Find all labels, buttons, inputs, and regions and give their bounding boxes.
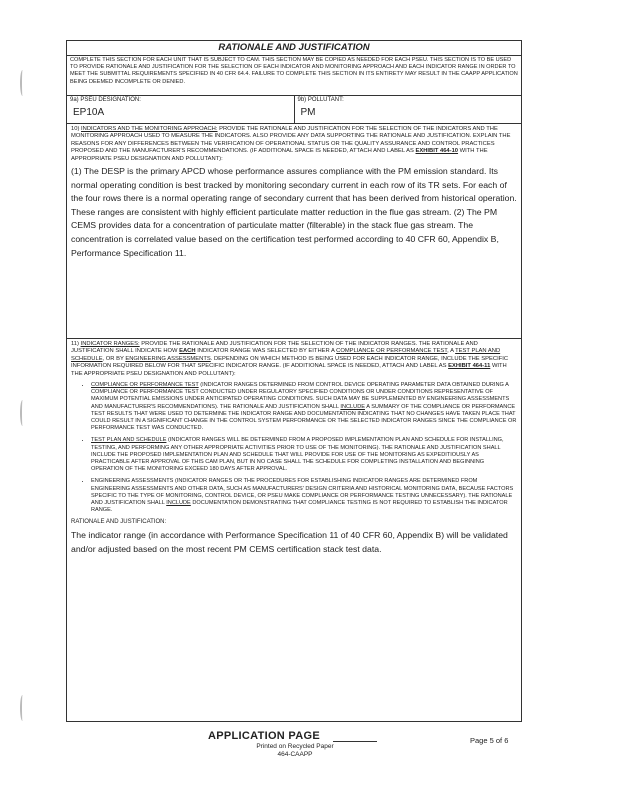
page-footer [0, 726, 618, 786]
item-number: 11) [71, 341, 79, 347]
bullet-text: (INDICATOR RANGES DETERMINED FROM CONTROL DEVICE OPERATING PARAMETER DATA OBTAINED DURING A COMPLIANCE OR PERFORMANCE TEST CONDUCTED UNDER REGULATORY SPECIFIED CONDITIONS OR UNDER CONDITIONS REPRESENTATIVE OF MAXIMUM POTENTIAL EMISSIONS UNDER ANTICIPATED OPERATING CONDITIONS. SUCH DATA MAY BE SUPPLEMENTED BY ENGINEERING ASSESSMENTS AND MANUFACTURER'S RECOMMENDATIONS). THE RATIONALE AND JUSTIFICATION SHALL [91, 382, 510, 410]
list-item [91, 437, 517, 473]
recycled-note: Printed on Recycled Paper [256, 743, 334, 750]
ranges-text: INDICATOR RANGE WAS SELECTED BY EITHER A [197, 348, 335, 355]
method-list [71, 382, 517, 514]
indicators-instruction-text: PROVIDE THE RATIONALE AND JUSTIFICATION FOR THE SELECTION OF THE INDICATORS AND THE MONITORING APPROACH USED TO MEASURE THE INDICATORS. ALSO PROVIDE ANY DATA SUPPORTING THE RATIONALE AND JUSTIFICATION. EXPLAIN THE REASONS FOR ANY DIFFERENCES BETWEEN THE VERIFICATION OF OPERATIONAL STATUS OR THE QUALITY ASSURANCE AND CONTROL PRACTICES PROPOSED AND THE MANUFACTURER'S RECOMMENDATIONS. (IF ADDITIONAL SPACE IS NEEDED, ATTACH AND LABEL AS [71, 126, 511, 155]
page-number: Page 5 of 6 [470, 736, 509, 745]
pseu-designation-cell [67, 96, 294, 123]
section-instructions: COMPLETE THIS SECTION FOR EACH UNIT THAT IS SUBJECT TO CAM. THIS SECTION MAY BE COPIED AS NEEDED FOR EACH PSEU. THIS SECTION IS TO BE USED TO PROVIDE RATIONALE AND JUSTIFICATION FOR THE SELECTION OF EACH INDICATOR AND MONITORING APPROACH AND EACH INDICATOR RANGE IN ORDER TO MEET THE SUBMITTAL REQUIREMENTS SPECIFIED IN 40 CFR 64.4. FAILURE TO COMPLETE THIS SECTION IN ITS ENTIRETY MAY RESULT IN THE CAAPP APPLICATION BEING DEEMED INCOMPLETE OR DENIED. [67, 56, 521, 96]
ranges-instructions [71, 341, 517, 378]
bullet-text: (INDICATOR RANGES WILL BE DETERMINED FROM A PROPOSED IMPLEMENTATION PLAN AND SCHEDULE FOR INSTALLING, TESTING, AND PERFORMING ANY OTHER APPROPRIATE ACTIVITIES PRIOR TO USE OF THE MONITORING). THE RATIONALE AND JUSTIFICATION SHALL INCLUDE THE PROPOSED IMPLEMENTATION PLAN AND SCHEDULE THAT WILL PROVIDE FOR USE OF THE MONITORING AS EXPEDITIOUSLY AS PRACTICABLE AFTER APPROVAL OF THIS CAM PLAN, BUT IN NO CASE SHALL THE SCHEDULE FOR COMPLETING INSTALLATION AND BEGINNING OPERATION OF THE MONITORING EXCEED 180 DAYS AFTER APPROVAL. [91, 437, 504, 473]
section-title: RATIONALE AND JUSTIFICATION [67, 41, 521, 56]
indicators-section [67, 124, 521, 339]
pseu-designation-label: 9a) PSEU DESIGNATION: [70, 97, 141, 103]
emphasis-each: EACH [179, 348, 196, 355]
indicators-instruction-tail: WITH THE APPROPRIATE PSEU DESIGNATION AND POLLUTANT): [71, 148, 488, 162]
bullet-text: (INDICATOR RANGES OR THE PROCEDURES FOR ESTABLISHING INDICATOR RANGES ARE DETERMINED FROM ENGINEERING ASSESSMENTS AND OTHER DATA, SUCH AS MANUFACTURERS' DESIGN CRITERIA AND HISTORICAL MONITORING DATA, BECAUSE FACTORS SPECIFIC TO THE TYPE OF MONITORING, CONTROL DEVICE, OR PSEU MAKE COMPLIANCE OR PERFORMANCE TESTING UNNECESSARY). THE RATIONALE AND JUSTIFICATION SHALL [91, 478, 514, 507]
application-page-blank [333, 741, 377, 742]
ranges-text: , OR BY [102, 355, 124, 362]
exhibit-label: EXHIBIT 464-10 [415, 148, 459, 155]
bullet-emphasis: INCLUDE [166, 500, 191, 507]
pollutant-cell [294, 96, 522, 123]
pollutant-value[interactable]: PM [300, 107, 316, 118]
bullet-title: COMPLIANCE OR PERFORMANCE TEST [91, 382, 199, 389]
ranges-text: PROVIDE THE RATIONALE AND JUSTIFICATION FOR THE SELECTION OF THE INDICATOR RANGES. THE RATIONALE AND JUSTIFICATION SHALL INDICATE HOW [71, 341, 478, 355]
bullet-emphasis: INCLUDE [340, 403, 365, 410]
bullet-title: TEST PLAN AND SCHEDULE [91, 437, 167, 444]
indicators-heading: INDICATORS AND THE MONITORING APPROACH: [81, 126, 218, 132]
indicators-instructions [71, 126, 517, 163]
method-engineering: ENGINEERING ASSESSMENTS [125, 355, 211, 362]
exhibit-label: EXHIBIT 464-11 [448, 363, 491, 370]
application-page-label: APPLICATION PAGE [208, 730, 320, 742]
list-item [91, 478, 517, 514]
ranges-response[interactable]: The indicator range (in accordance with Performance Specification 11 of 40 CFR 60, Appendix B) will be validated and/or adjusted based on the most recent PM CEMS certification stack test data. [71, 530, 508, 555]
method-test-plan: TEST PLAN AND SCHEDULE [71, 348, 501, 362]
ranges-text: WITH THE APPROPRIATE PSEU DESIGNATION AND POLLUTANT): [71, 363, 507, 377]
ranges-heading: INDICATOR RANGES: [80, 341, 140, 347]
form-number: 464-CAAPP [277, 751, 313, 758]
indicator-ranges-section [67, 339, 521, 557]
scan-mark [20, 70, 25, 96]
printed-note [240, 743, 350, 759]
pseu-designation-value[interactable]: EP10A [73, 107, 105, 118]
item-number: 10) [71, 126, 80, 132]
form-frame [66, 40, 522, 722]
scan-mark [20, 400, 25, 426]
bullet-text: A SUMMARY OF THE COMPLIANCE OR PERFORMANCE TEST RESULTS THAT WERE USED TO DETERMINE THE INDICATOR RANGE AND DOCUMENTATION INDICATING THAT NO CHANGES HAVE TAKEN PLACE THAT COULD RESULT IN A SIGNIFICANT CHANGE IN THE CONTROL SYSTEM PERFORMANCE OR THE SELECTED INDICATOR RANGES SINCE THE COMPLIANCE OR PERFORMANCE TEST WAS CONDUCTED. [91, 403, 517, 432]
bullet-title: ENGINEERING ASSESSMENTS [91, 478, 174, 485]
method-compliance-test: COMPLIANCE OR PERFORMANCE TEST [336, 348, 448, 355]
indicators-response[interactable]: (1) The DESP is the primary APCD whose performance assures compliance with the PM emission standard. Its normal operating condition is best tracked by monitoring secondary current in each row of its TR sets. For each of the four rows there is a normal operating range of secondary current that has been derived from historical operation. These ranges are consistent with highly efficient particulate matter reduction in the flue gas stream. (2) The PM CEMS provides data for a concentration of particulate matter (filterable) in the stack flue gas stream. The concentration is correlated value based on the certification test performed according to 40 CFR 60, Appendix B, Performance Specification 11. [71, 166, 517, 258]
scan-mark [20, 695, 25, 721]
ranges-text: . DEPENDING ON WHICH METHOD IS BEING USED FOR EACH INDICATOR RANGE, INCLUDE THE SPECIFIC INFORMATION REQUIRED BELOW FOR THAT SPECIFIC INDICATOR RANGE. (IF ADDITIONAL SPACE IS NEEDED, ATTACH AND LABEL AS [71, 355, 509, 370]
ranges-text: , A [447, 348, 454, 355]
pollutant-label: 9b) POLLUTANT: [297, 97, 344, 103]
rationale-label: RATIONALE AND JUSTIFICATION: [71, 519, 167, 526]
designation-row [67, 96, 521, 124]
bullet-text: DOCUMENTATION DEMONSTRATING THAT COMPLIANCE TESTING IS NOT REQUIRED TO ESTABLISH THE INDICATOR RANGE. [91, 500, 508, 514]
list-item [91, 382, 517, 432]
